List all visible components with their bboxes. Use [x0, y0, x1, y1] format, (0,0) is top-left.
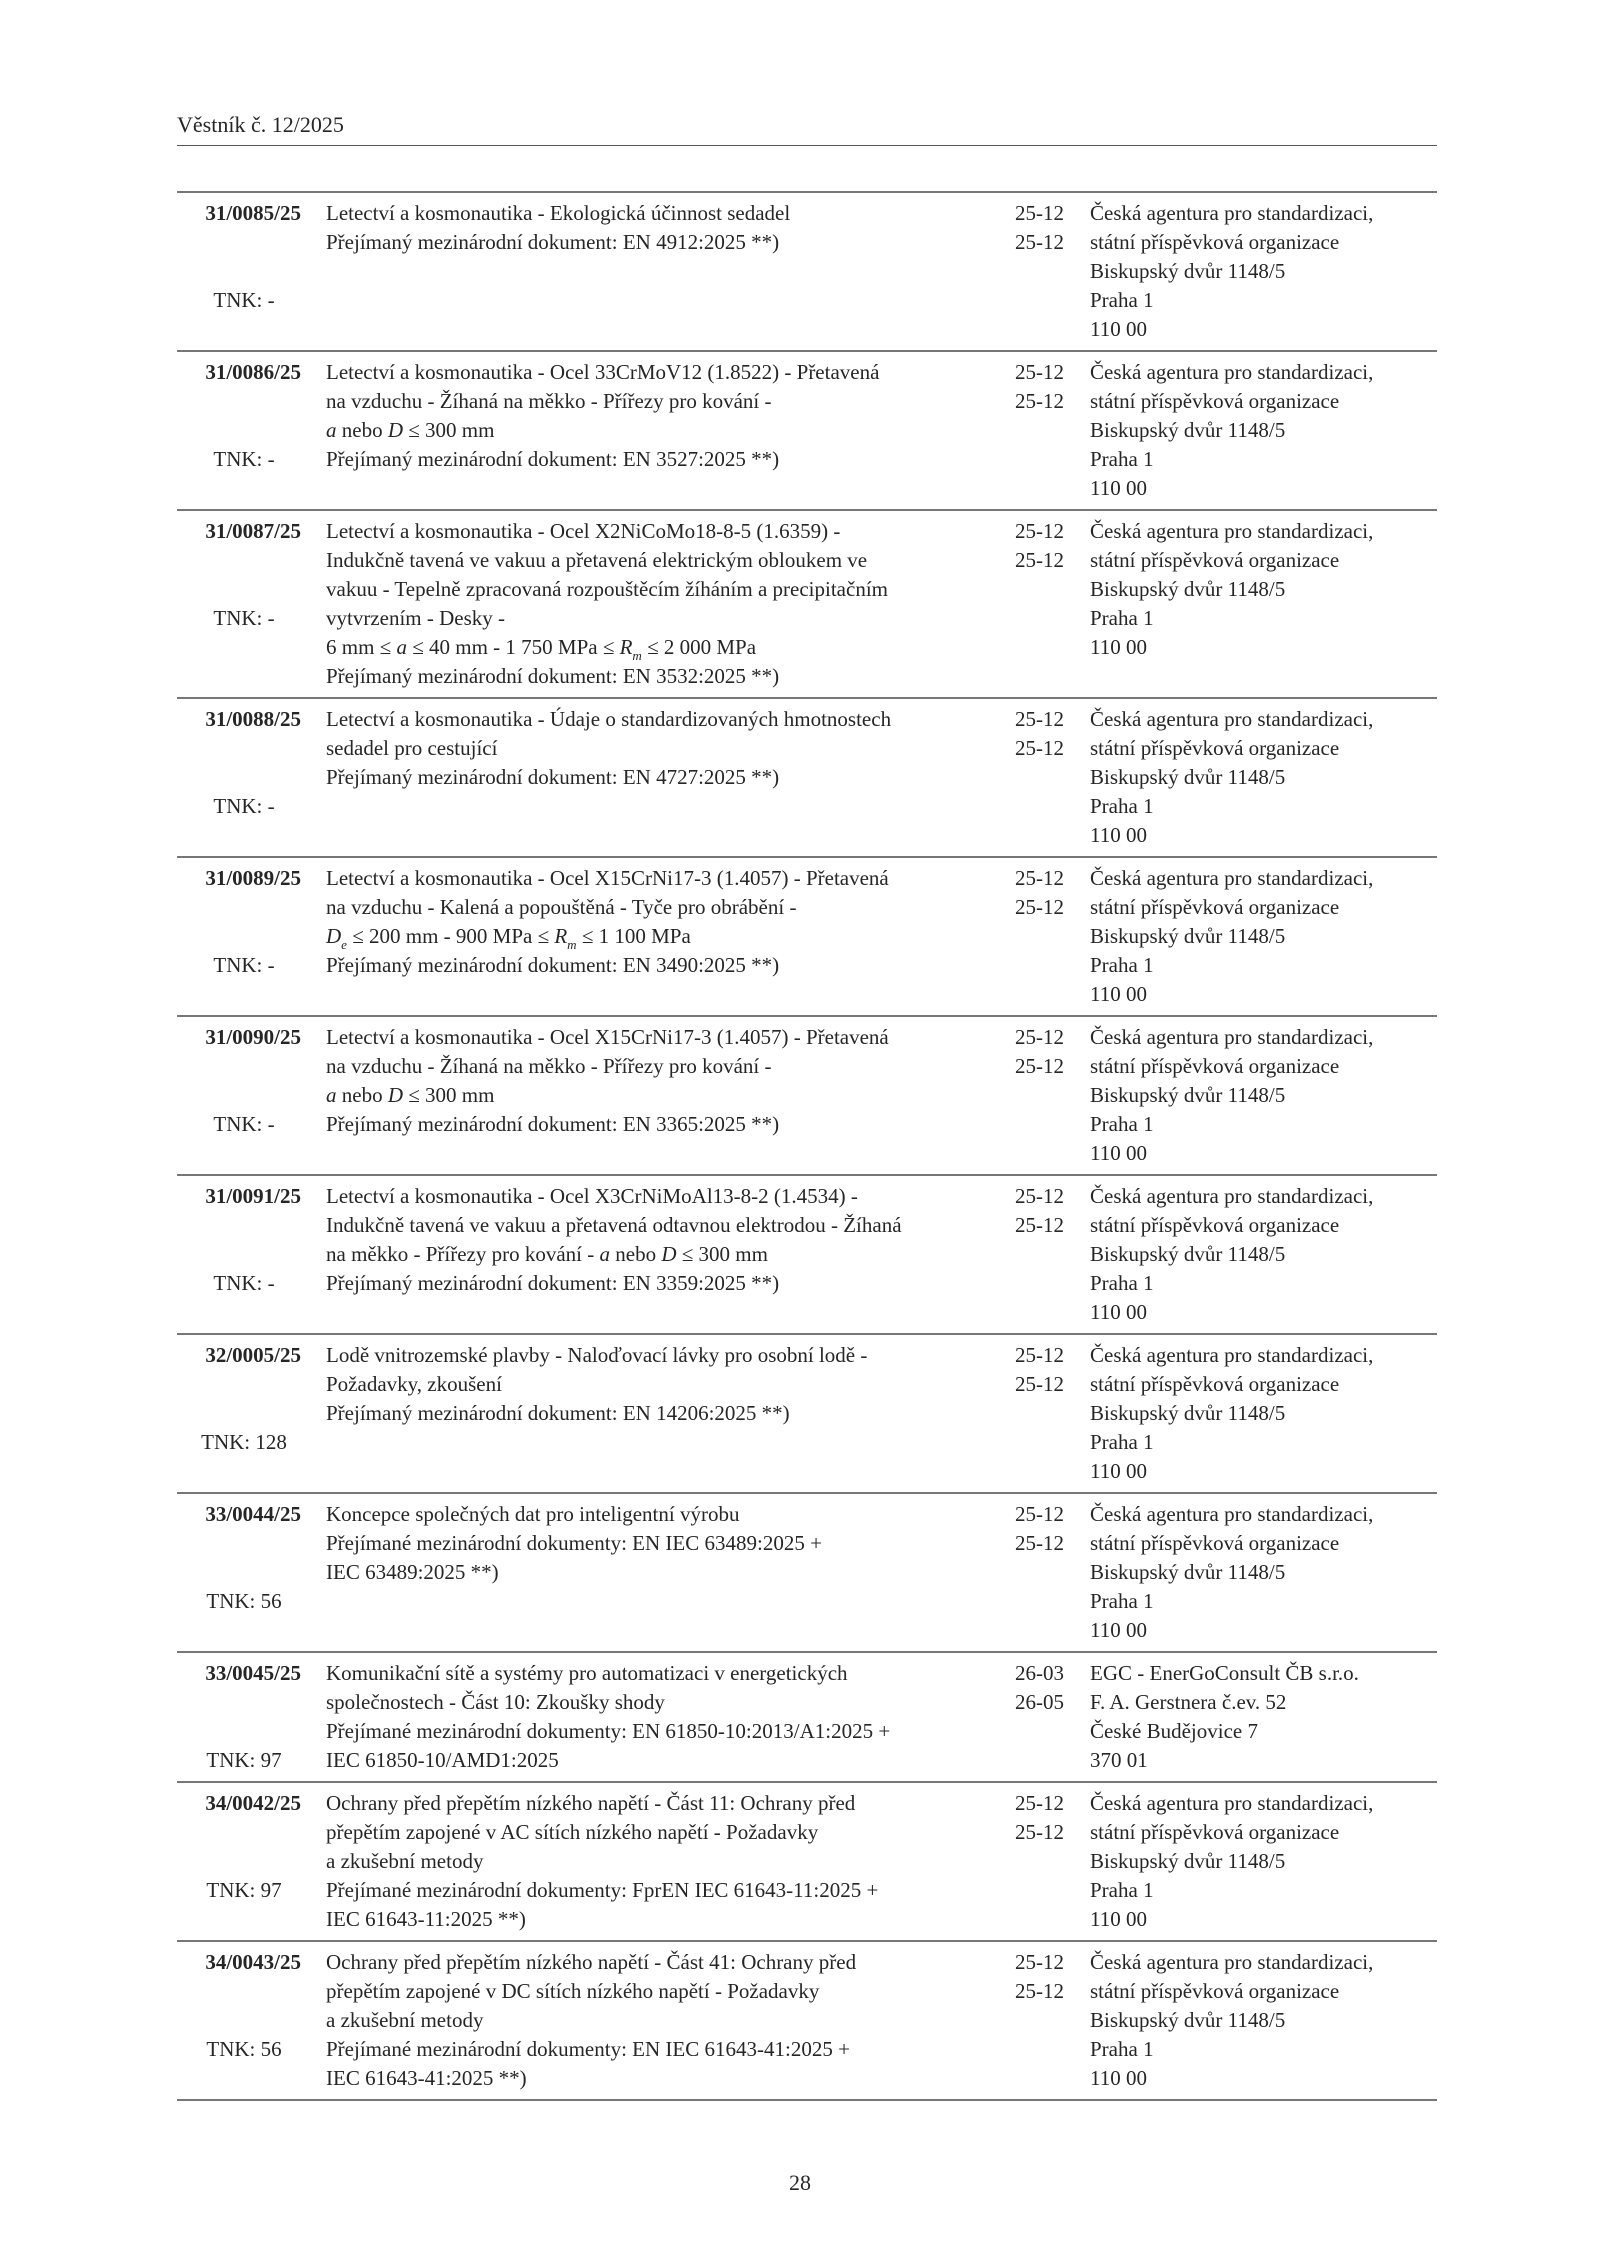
table-row [177, 1335, 1437, 1494]
id-cell [177, 358, 301, 503]
description-segment: m [567, 937, 577, 952]
table-row [177, 699, 1437, 858]
organization-line: EGC - EnerGoConsult ČB s.r.o. [1090, 1661, 1359, 1685]
date-value: 25-12 [1015, 548, 1064, 572]
description-line: Přejímaný mezinárodní dokument: EN 3359:2025 **) [326, 1271, 780, 1295]
date-value: 25-12 [1015, 201, 1064, 225]
date-value: 26-05 [1015, 1690, 1064, 1714]
organization-line: Česká agentura pro standardizaci, [1090, 707, 1374, 731]
date-value: 25-12 [1015, 1950, 1064, 1974]
date-value: 25-12 [1015, 1025, 1064, 1049]
organization-line: Česká agentura pro standardizaci, [1090, 360, 1374, 384]
description-cell [326, 1659, 986, 1775]
organization-line: Česká agentura pro standardizaci, [1090, 1025, 1374, 1049]
description-cell [326, 517, 986, 691]
table-row [177, 1494, 1437, 1653]
description-line: Přejímaný mezinárodní dokument: EN 3365:2025 **) [326, 1112, 780, 1136]
organization-line: 110 00 [1090, 1618, 1147, 1642]
organization-line: Biskupský dvůr 1148/5 [1090, 259, 1286, 283]
description-segment: nebo [336, 418, 388, 442]
organization-line: Biskupský dvůr 1148/5 [1090, 1083, 1286, 1107]
description-line: Indukčně tavená ve vakuu a přetavená elektrickým obloukem ve [326, 548, 868, 572]
document-number: 33/0044/25 [205, 1502, 301, 1526]
organization-line: Praha 1 [1090, 447, 1154, 471]
organization-line: Praha 1 [1090, 1589, 1154, 1613]
description-segment: a [326, 418, 337, 442]
table-row [177, 1017, 1437, 1176]
id-cell [177, 1789, 301, 1934]
organization-line: 110 00 [1090, 2066, 1147, 2090]
organization-line: státní příspěvková organizace [1090, 1531, 1340, 1555]
description-segment: ≤ 1 100 MPa [576, 924, 691, 948]
id-cell [177, 1341, 301, 1486]
id-cell [177, 1948, 301, 2093]
date-value: 25-12 [1015, 1502, 1064, 1526]
document-number: 32/0005/25 [205, 1343, 301, 1367]
table-row [177, 1783, 1437, 1942]
document-number: 34/0042/25 [205, 1791, 301, 1815]
organization-line: státní příspěvková organizace [1090, 389, 1340, 413]
description-line: Přejímané mezinárodní dokumenty: EN IEC 63489:2025 + [326, 1531, 822, 1555]
organization-line: 110 00 [1090, 476, 1147, 500]
id-cell [177, 1023, 301, 1168]
date-value: 26-03 [1015, 1661, 1064, 1685]
organization-cell [1090, 517, 1437, 691]
id-cell [177, 199, 301, 344]
description-line: IEC 61643-41:2025 **) [326, 2066, 527, 2090]
id-cell [177, 1659, 301, 1775]
description-line: Letectví a kosmonautika - Ocel X15CrNi17-3 (1.4057) - Přetavená [326, 866, 889, 890]
organization-line: Česká agentura pro standardizaci, [1090, 1950, 1374, 1974]
organization-line: 110 00 [1090, 1141, 1147, 1165]
description-segment: ≤ 300 mm [403, 418, 495, 442]
description-line: Letectví a kosmonautika - Ocel X3CrNiMoAl13-8-2 (1.4534) - [326, 1184, 858, 1208]
description-cell [326, 1948, 986, 2093]
description-line [326, 922, 986, 951]
description-line: Letectví a kosmonautika - Ocel X2NiCoMo18-8-5 (1.6359) - [326, 519, 841, 543]
document-number: 31/0086/25 [205, 360, 301, 384]
tnk-label: TNK: 97 [206, 1748, 282, 1772]
description-segment: ≤ 300 mm [403, 1083, 495, 1107]
organization-cell [1090, 199, 1437, 344]
description-line: Indukčně tavená ve vakuu a přetavená odtavnou elektrodou - Žíhaná [326, 1213, 902, 1237]
description-segment: e [341, 937, 347, 952]
organization-line: Česká agentura pro standardizaci, [1090, 201, 1374, 225]
organization-cell [1090, 864, 1437, 1009]
description-segment: R [619, 635, 633, 659]
organization-line: Biskupský dvůr 1148/5 [1090, 1560, 1286, 1584]
dates-cell [998, 864, 1064, 1009]
description-line: Přejímaný mezinárodní dokument: EN 3490:2025 **) [326, 953, 780, 977]
description-segment: m [632, 648, 642, 663]
organization-line: Biskupský dvůr 1148/5 [1090, 924, 1286, 948]
document-number: 31/0087/25 [205, 519, 301, 543]
organization-line: Praha 1 [1090, 288, 1154, 312]
description-line: přepětím zapojené v DC sítích nízkého napětí - Požadavky [326, 1979, 820, 2003]
table-row [177, 511, 1437, 699]
tnk-label: TNK: 56 [206, 1589, 282, 1613]
description-segment: R [554, 924, 568, 948]
dates-cell [998, 1500, 1064, 1645]
dates-cell [998, 1341, 1064, 1486]
description-line: Přejímané mezinárodní dokumenty: EN IEC 61643-41:2025 + [326, 2037, 850, 2061]
description-cell [326, 1182, 986, 1327]
description-cell [326, 1341, 986, 1486]
description-segment: ≤ 300 mm [676, 1242, 768, 1266]
date-value: 25-12 [1015, 1184, 1064, 1208]
date-value: 25-12 [1015, 230, 1064, 254]
description-segment: ≤ 40 mm - 1 750 MPa ≤ [406, 635, 620, 659]
description-line [326, 633, 986, 662]
description-line: vakuu - Tepelně zpracovaná rozpouštěcím žíháním a precipitačním [326, 577, 888, 601]
description-line: a zkušební metody [326, 2008, 484, 2032]
date-value: 25-12 [1015, 707, 1064, 731]
description-segment: na měkko - Přířezy pro kování - [326, 1242, 600, 1266]
description-segment: ≤ 200 mm - 900 MPa ≤ [346, 924, 555, 948]
id-cell [177, 864, 301, 1009]
description-line: Letectví a kosmonautika - Ocel 33CrMoV12 (1.8522) - Přetavená [326, 360, 880, 384]
organization-line: Praha 1 [1090, 794, 1154, 818]
organization-line: Česká agentura pro standardizaci, [1090, 1502, 1374, 1526]
date-value: 25-12 [1015, 1791, 1064, 1815]
table-row [177, 858, 1437, 1017]
description-line: na vzduchu - Žíhaná na měkko - Přířezy pro kování - [326, 389, 772, 413]
id-cell [177, 517, 301, 691]
organization-cell [1090, 358, 1437, 503]
organization-cell [1090, 1659, 1437, 1775]
organization-line: 110 00 [1090, 823, 1147, 847]
date-value: 25-12 [1015, 1054, 1064, 1078]
organization-line: Biskupský dvůr 1148/5 [1090, 577, 1286, 601]
description-line: na vzduchu - Kalená a popouštěná - Tyče pro obrábění - [326, 895, 797, 919]
organization-line: Biskupský dvůr 1148/5 [1090, 418, 1286, 442]
organization-cell [1090, 1789, 1437, 1934]
description-segment: a [599, 1242, 611, 1266]
description-segment: nebo [336, 1083, 388, 1107]
organization-cell [1090, 1500, 1437, 1645]
organization-line: Biskupský dvůr 1148/5 [1090, 1242, 1286, 1266]
document-number: 31/0085/25 [205, 201, 301, 225]
organization-line: Biskupský dvůr 1148/5 [1090, 1849, 1286, 1873]
organization-line: 110 00 [1090, 635, 1147, 659]
organization-line: státní příspěvková organizace [1090, 548, 1340, 572]
description-line [326, 1081, 986, 1110]
description-line: vytvrzením - Desky - [326, 606, 506, 630]
tnk-label: TNK: - [213, 447, 275, 471]
description-line: Letectví a kosmonautika - Ekologická účinnost sedadel [326, 201, 791, 225]
description-line: Letectví a kosmonautika - Ocel X15CrNi17-3 (1.4057) - Přetavená [326, 1025, 889, 1049]
organization-line: Biskupský dvůr 1148/5 [1090, 2008, 1286, 2032]
document-number: 34/0043/25 [205, 1950, 301, 1974]
organization-line: Praha 1 [1090, 2037, 1154, 2061]
description-segment: a [396, 635, 407, 659]
description-line: Ochrany před přepětím nízkého napětí - Část 41: Ochrany před [326, 1950, 857, 1974]
tnk-label: TNK: 56 [206, 2037, 282, 2061]
dates-cell [998, 1948, 1064, 2093]
date-value: 25-12 [1015, 1343, 1064, 1367]
description-line: Přejímané mezinárodní dokumenty: FprEN IEC 61643-11:2025 + [326, 1878, 879, 1902]
description-segment: ≤ 2 000 MPa [641, 635, 757, 659]
date-value: 25-12 [1015, 389, 1064, 413]
description-line: Komunikační sítě a systémy pro automatizaci v energetických [326, 1661, 848, 1685]
description-line: Přejímané mezinárodní dokumenty: EN 61850-10:2013/A1:2025 + [326, 1719, 891, 1743]
organization-line: F. A. Gerstnera č.ev. 52 [1090, 1690, 1287, 1714]
description-segment: D [661, 1242, 677, 1266]
organization-line: Česká agentura pro standardizaci, [1090, 519, 1374, 543]
date-value: 25-12 [1015, 736, 1064, 760]
organization-line: státní příspěvková organizace [1090, 736, 1340, 760]
description-line: Požadavky, zkoušení [326, 1372, 502, 1396]
tnk-label: TNK: - [213, 288, 275, 312]
description-line: IEC 63489:2025 **) [326, 1560, 499, 1584]
organization-line: státní příspěvková organizace [1090, 1213, 1340, 1237]
tnk-label: TNK: - [213, 1271, 275, 1295]
organization-line: 110 00 [1090, 1300, 1147, 1324]
page-number: 28 [789, 2170, 811, 2195]
organization-line: Česká agentura pro standardizaci, [1090, 866, 1374, 890]
description-line [326, 1240, 986, 1269]
description-cell [326, 1500, 986, 1645]
document-number: 31/0089/25 [205, 866, 301, 890]
tnk-label: TNK: - [213, 794, 275, 818]
organization-line: Praha 1 [1090, 1430, 1154, 1454]
date-value: 25-12 [1015, 360, 1064, 384]
organization-line: státní příspěvková organizace [1090, 895, 1340, 919]
table-row [177, 352, 1437, 511]
description-cell [326, 199, 986, 344]
organization-cell [1090, 1182, 1437, 1327]
description-cell [326, 864, 986, 1009]
description-segment: nebo [610, 1242, 662, 1266]
date-value: 25-12 [1015, 1213, 1064, 1237]
header-rule [177, 145, 1437, 146]
organization-line: státní příspěvková organizace [1090, 1372, 1340, 1396]
description-line: společnostech - Část 10: Zkoušky shody [326, 1690, 665, 1714]
tnk-label: TNK: 128 [201, 1430, 287, 1454]
description-cell [326, 1789, 986, 1934]
table-row [177, 1176, 1437, 1335]
organization-line: státní příspěvková organizace [1090, 1054, 1340, 1078]
date-value: 25-12 [1015, 1979, 1064, 2003]
organization-line: 110 00 [1090, 1459, 1147, 1483]
document-number: 31/0088/25 [205, 707, 301, 731]
date-value: 25-12 [1015, 1820, 1064, 1844]
organization-line: Praha 1 [1090, 1271, 1154, 1295]
organization-cell [1090, 705, 1437, 850]
description-line: Přejímaný mezinárodní dokument: EN 4727:2025 **) [326, 765, 780, 789]
date-value: 25-12 [1015, 519, 1064, 543]
tnk-label: TNK: - [213, 1112, 275, 1136]
organization-line: České Budějovice 7 [1090, 1719, 1258, 1743]
organization-line: státní příspěvková organizace [1090, 1979, 1340, 2003]
date-value: 25-12 [1015, 895, 1064, 919]
description-segment: D [326, 924, 342, 948]
organization-cell [1090, 1023, 1437, 1168]
description-cell [326, 705, 986, 850]
dates-cell [998, 705, 1064, 850]
description-line [326, 416, 986, 445]
id-cell [177, 705, 301, 850]
tnk-label: TNK: - [213, 606, 275, 630]
dates-cell [998, 517, 1064, 691]
id-cell [177, 1182, 301, 1327]
organization-cell [1090, 1948, 1437, 2093]
description-line: přepětím zapojené v AC sítích nízkého napětí - Požadavky [326, 1820, 819, 1844]
standards-table [177, 191, 1437, 2101]
description-line: na vzduchu - Žíhaná na měkko - Přířezy pro kování - [326, 1054, 772, 1078]
organization-cell [1090, 1341, 1437, 1486]
description-segment: a [326, 1083, 337, 1107]
document-number: 31/0091/25 [205, 1184, 301, 1208]
date-value: 25-12 [1015, 866, 1064, 890]
organization-line: Praha 1 [1090, 953, 1154, 977]
description-line: Přejímaný mezinárodní dokument: EN 4912:2025 **) [326, 230, 780, 254]
description-segment: D [387, 418, 403, 442]
organization-line: Česká agentura pro standardizaci, [1090, 1791, 1374, 1815]
organization-line: Praha 1 [1090, 606, 1154, 630]
description-line: a zkušební metody [326, 1849, 484, 1873]
tnk-label: TNK: - [213, 953, 275, 977]
organization-line: Česká agentura pro standardizaci, [1090, 1184, 1374, 1208]
organization-line: státní příspěvková organizace [1090, 230, 1340, 254]
dates-cell [998, 1182, 1064, 1327]
dates-cell [998, 1789, 1064, 1934]
running-header-title: Věstník č. 12/2025 [177, 112, 344, 137]
document-number: 31/0090/25 [205, 1025, 301, 1049]
dates-cell [998, 1659, 1064, 1775]
organization-line: 110 00 [1090, 982, 1147, 1006]
organization-line: Praha 1 [1090, 1878, 1154, 1902]
description-segment: D [387, 1083, 403, 1107]
organization-line: Česká agentura pro standardizaci, [1090, 1343, 1374, 1367]
description-line: Přejímaný mezinárodní dokument: EN 3532:2025 **) [326, 664, 780, 688]
organization-line: 370 01 [1090, 1748, 1148, 1772]
description-line: Přejímaný mezinárodní dokument: EN 3527:2025 **) [326, 447, 780, 471]
date-value: 25-12 [1015, 1531, 1064, 1555]
description-line: IEC 61850-10/AMD1:2025 [326, 1748, 559, 1772]
dates-cell [998, 199, 1064, 344]
description-line: Koncepce společných dat pro inteligentní výrobu [326, 1502, 740, 1526]
table-row [177, 1942, 1437, 2101]
document-number: 33/0045/25 [205, 1661, 301, 1685]
date-value: 25-12 [1015, 1372, 1064, 1396]
dates-cell [998, 1023, 1064, 1168]
description-line: Přejímaný mezinárodní dokument: EN 14206:2025 **) [326, 1401, 790, 1425]
description-cell [326, 358, 986, 503]
organization-line: Praha 1 [1090, 1112, 1154, 1136]
table-row [177, 193, 1437, 352]
tnk-label: TNK: 97 [206, 1878, 282, 1902]
description-line: IEC 61643-11:2025 **) [326, 1907, 526, 1931]
description-cell [326, 1023, 986, 1168]
organization-line: Biskupský dvůr 1148/5 [1090, 1401, 1286, 1425]
dates-cell [998, 358, 1064, 503]
organization-line: 110 00 [1090, 317, 1147, 341]
description-line: sedadel pro cestující [326, 736, 498, 760]
description-line: Letectví a kosmonautika - Údaje o standardizovaných hmotnostech [326, 707, 892, 731]
description-line: Lodě vnitrozemské plavby - Naloďovací lávky pro osobní lodě - [326, 1343, 868, 1367]
description-segment: 6 mm ≤ [326, 635, 397, 659]
description-line: Ochrany před přepětím nízkého napětí - Část 11: Ochrany před [326, 1791, 856, 1815]
id-cell [177, 1500, 301, 1645]
table-row [177, 1653, 1437, 1783]
organization-line: státní příspěvková organizace [1090, 1820, 1340, 1844]
organization-line: 110 00 [1090, 1907, 1147, 1931]
organization-line: Biskupský dvůr 1148/5 [1090, 765, 1286, 789]
